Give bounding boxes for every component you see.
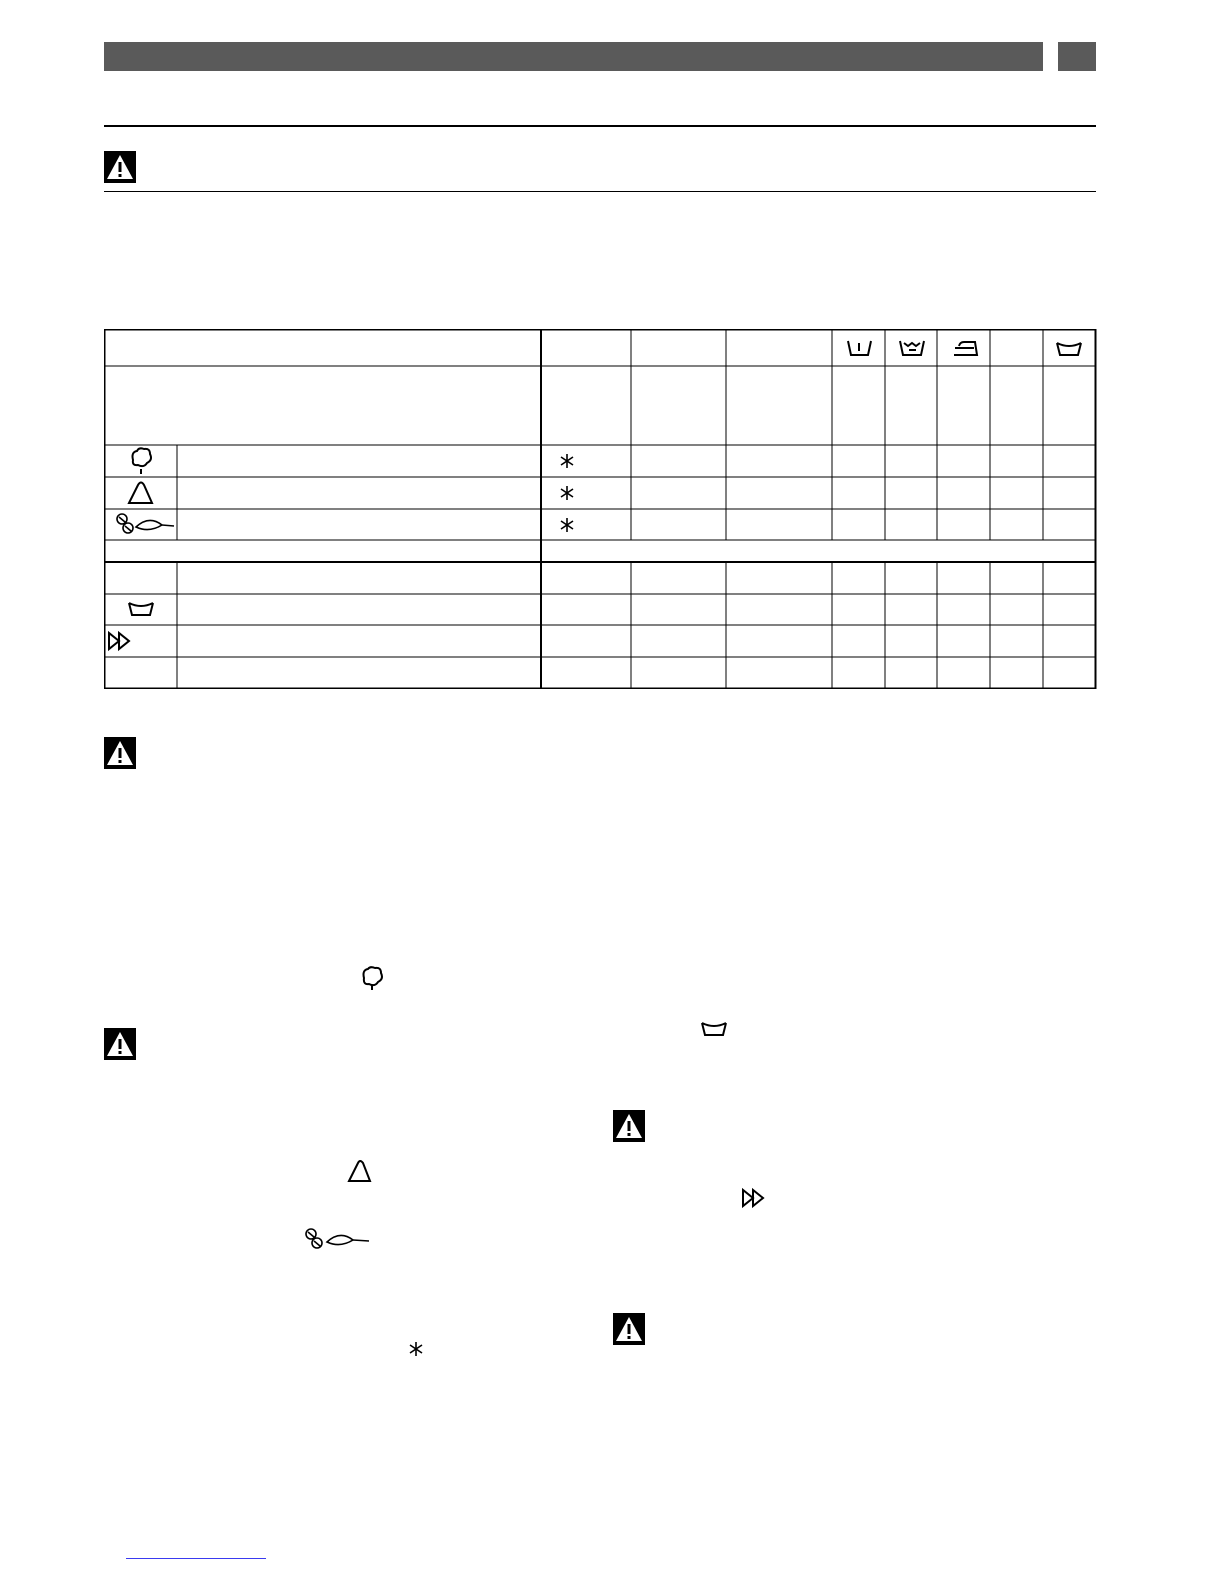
warning-triangle-icon bbox=[104, 737, 136, 769]
washtub-icon bbox=[700, 1018, 728, 1040]
wool-yarn-feather-icon bbox=[303, 1226, 373, 1256]
asterisk-snowflake-icon bbox=[405, 1338, 427, 1360]
asterisk-snowflake-icon bbox=[561, 454, 573, 532]
warning-triangle-icon bbox=[104, 1028, 136, 1060]
wool-yarn-feather-icon bbox=[117, 514, 174, 533]
footer-link-underline[interactable] bbox=[126, 1558, 266, 1559]
cotton-flower-icon bbox=[358, 965, 386, 993]
synthetics-triangle-icon bbox=[346, 1158, 372, 1184]
program-table bbox=[104, 329, 1097, 689]
double-arrow-icon bbox=[740, 1187, 766, 1209]
washtub-icon bbox=[1057, 343, 1081, 355]
warning-triangle-icon bbox=[104, 151, 136, 183]
warning-triangle-icon bbox=[613, 1110, 645, 1142]
cotton-flower-icon bbox=[133, 448, 152, 474]
page-number-box bbox=[1058, 42, 1096, 71]
iron-icon bbox=[954, 342, 977, 355]
washtub-with-hand-icon bbox=[900, 341, 924, 355]
program-table-grid bbox=[104, 329, 1097, 689]
warning-triangle-icon bbox=[613, 1313, 645, 1345]
double-arrow-icon bbox=[109, 633, 129, 649]
washtub-with-line-icon bbox=[848, 341, 871, 355]
header-bar bbox=[104, 42, 1043, 71]
synthetics-triangle-icon bbox=[129, 483, 152, 504]
washtub-icon bbox=[129, 603, 153, 615]
section-rule-bottom bbox=[104, 191, 1096, 192]
section-rule-top bbox=[104, 125, 1096, 127]
